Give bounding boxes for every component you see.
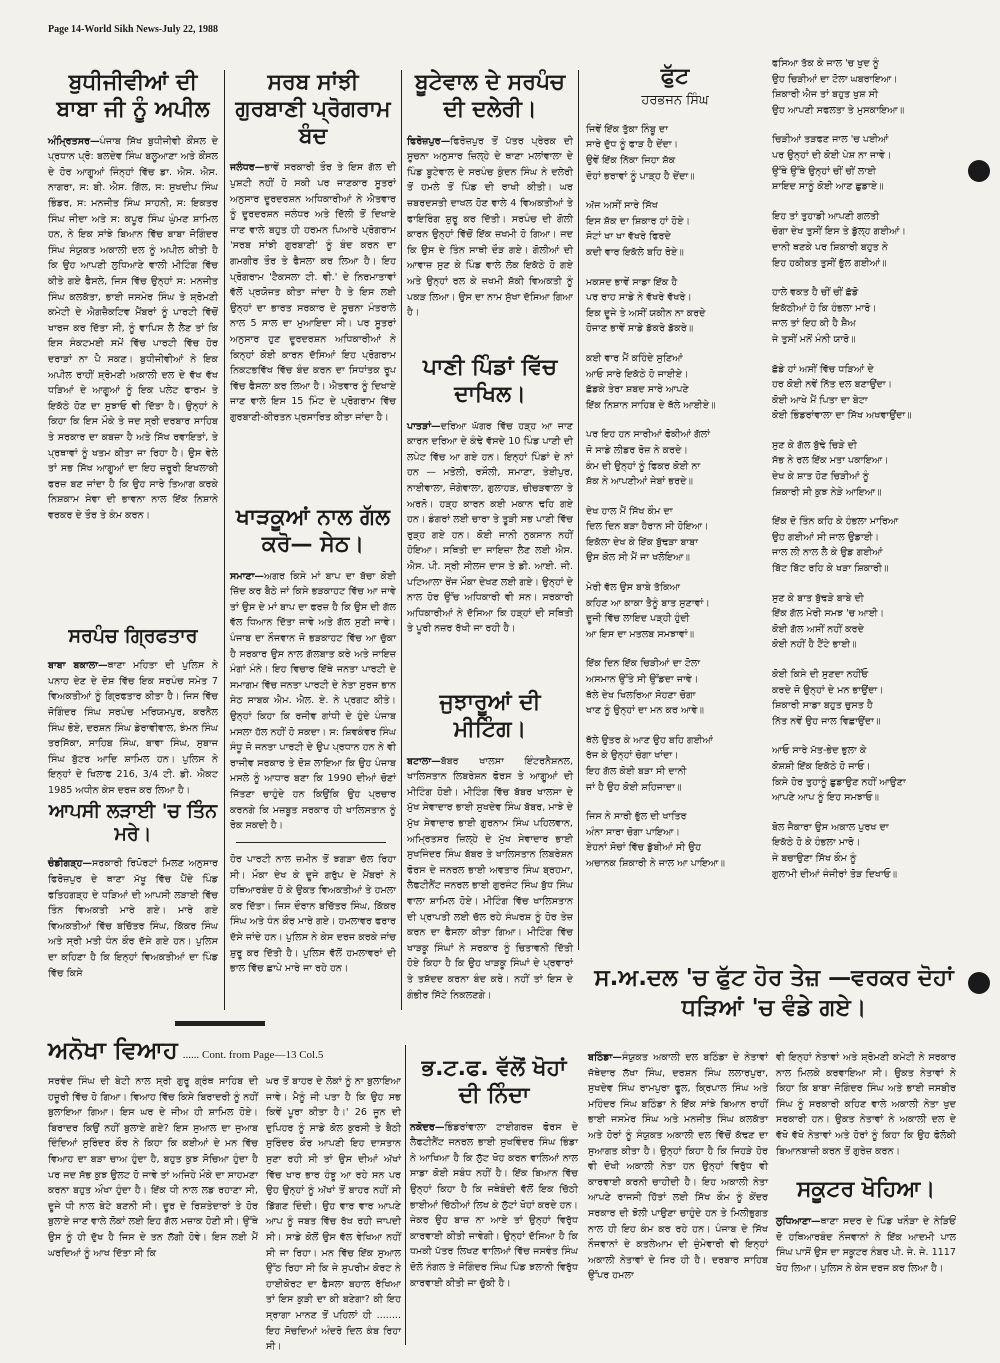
marriage-column-right — [266, 1074, 401, 1361]
poem-stanza: ਇਹ ਤਾਂ ਤੁਹਾਡੀ ਆਪਣੀ ਗਲਤੀ ਚੋਗਾ ਦੇਖ ਤੁਸੀਂ ਇਸ ਤੇ ਡੁੱਲ੍ਹ ਗਈਆਂ। ਦਾਨੀ ਥਣਕੇ ਪਰ ਸ਼ਿਕਾਰੀ ਬਹੁਤ ਨੇ ਇਹ ਹਕੀਕਤ ਤੁਸੀਂ ਭੁੱਲ ਗਈਆਂ॥ — [772, 210, 907, 269]
btf-body — [410, 1120, 578, 1292]
thick-rule — [175, 1021, 265, 1026]
butewal-headline: ਬੂਟੇਵਾਲ ਦੇ ਸਰਪੰਚ ਦੀ ਦਲੇਰੀ। — [415, 70, 565, 122]
akali-column-right — [776, 1050, 956, 1282]
scooter-text: ਥਾਣਾ ਸਦਰ ਦੇ ਪਿੰਡ ਖਨੌੜਾ ਦੇ ਨੇੜਿਓਂ ਦੋ ਹਥਿਆਰਬੰਦ ਨੌਜਵਾਨਾਂ ਨੇ ਇੱਕ ਆਦਮੀ ਪਾਲ ਸਿੰਘ ਪਾਸੋਂ ਉਸ ਦਾ ਸਕੂਟਰ ਨੰਬਰ ਪੀ. ਜੇ. ਜੇ. 1117 ਖੋਹ ਲਿਆ। ਪੁਲਿਸ ਨੇ ਕੇਸ ਦਰਜ ਕਰ ਲਿਆ ਹੈ। — [776, 1215, 956, 1274]
marriage-body-left: ਸਰਵੰਦ ਸਿੰਘ ਦੀ ਬੇਟੀ ਨਾਲ ਸ੍ਰੀ ਗੁਰੂ ਗ੍ਰੰਥ ਸਾਹਿਬ ਦੀ ਹਜ਼ੂਰੀ ਵਿੱਚ ਹੋ ਗਿਆ। ਵਿਆਹ ਵਿੱਚ ਕਿਸੇ ਬਿਰਾਦਰੀ ਨੂੰ ਨਹੀਂ ਬੁਲਾਇਆ ਗਿਆ। ਇਸ ਘਰ ਦੇ ਜੀਅ ਹੀ ਸ਼ਾਮਿਲ ਹੋਏ। ਬਿਰਾਦਰ ਕਿਉਂ ਨਹੀਂ ਬੁਲਾਏ ਗਏ? ਇਸ ਸੁਆਲ ਦਾ ਜੁਆਬ ਦਿੰਦਿਆਂ ਸੁਰਿੰਦਰ ਕੌਰ ਨੇ ਕਿਹਾ ਕਿ ਕਈਆਂ ਦੇ ਮਨ ਵਿੱਚ ਵਿਆਹ ਦਾ ਬੜਾ ਚਾਅ ਹੁੰਦਾ ਹੈ, ਬਹੁਤ ਕੁਝ ਸੋਚਿਆ ਹੁੰਦਾ ਹੈ ਪਰ ਜਦ ਸੱਭ ਕੁਝ ਉਲਟ ਹੋ ਜਾਵੇ ਤਾਂ ਅਜਿਹੇ ਮੌਕੇ ਦਾ ਸਾਹਮਣਾ ਕਰਨਾ ਬਹੁਤ ਔਖਾ ਹੁੰਦਾ ਹੈ। ਇੱਕ ਧੀ ਨਾਲ ਲਡ ਰਹਾਣਾ ਸੀ, ਦੂਜੇ ਧੀ ਨਾਲ ਬੇਟੇ ਬਣਨੀ ਸੀ। ਦੂਰ ਦੇ ਰਿਸ਼ਤੇਦਾਰਾਂ ਤੇ ਹੋਰ ਬੁਲਾਏ ਜਾਣ ਵਾਲੇ ਲੋਕਾਂ ਲਈ ਇਹ ਗੱਲ ਮਜ਼ਾਕ ਹੋਣੀ ਸੀ। ਉੱਥੇ ਉਸ ਨੂੰ ਹੀ ਦੁੱਖ ਹੈ ਜਿਸ ਦੇ ਤਨ ਲੱਗੀ ਹੋਵੇ। ਇਸ ਲਈ ਮੈਂ ਘਰਦਿਆਂ ਨੂੰ ਆਖ ਦਿੱਤਾ ਸੀ ਕਿ — [48, 1076, 258, 1259]
poem-stanza: ਮਕਸਦ ਭਾਵੇਂ ਸਾਡਾ ਇੱਕ ਹੈ ਪਰ ਰਾਹ ਸਾਡੇ ਨੇ ਵੱਖਰੇ ਵੱਖਰੇ। ਇਕ ਦੂਜੇ ਤੇ ਅਸੀਂ ਯਕੀਨ ਨਾ ਕਰਦੇ ਹੋਜਾਣ ਭਾਵੇਂ ਸਾਡੇ ਡੱਕਰੇ ਡੱਕਰੇ॥ — [586, 276, 706, 335]
gurbani-dateline: ਜਲੰਧਰ— — [230, 162, 265, 174]
butewal-dateline: ਫਿਰੋਜ਼ਪੁਰ— — [407, 135, 451, 147]
poem-stanzas-left — [586, 122, 764, 872]
appeal-dateline: ਅੰਮ੍ਰਿਤਸਰ— — [48, 135, 100, 147]
arrest-text: ਥਾਣਾ ਮਹਿਤਾ ਦੀ ਪੁਲਿਸ ਨੇ ਪਨਾਹ ਦੇਣ ਦੇ ਦੋਸ਼ ਵਿੱਚ ਇਕ ਸਰਪੰਚ ਸਮੇਤ 7 ਵਿਅਕਤੀਆਂ ਨੂੰ ਗ੍ਰਿਫਤਾਰ ਕੀਤਾ ਹੈ। ਜਿਸ ਵਿੱਚ ਜੋਗਿੰਦਰ ਸਿੰਘ ਸਰਪੰਚ ਮਰਿਯਮਪੁਰ, ਕਰਨੈਲ ਸਿੰਘ ਭੋਏ, ਦਰਸ਼ਨ ਸਿੰਘ ਡੇਰਾਵੀਵਾਲ, ਝੰਮਨ ਸਿੰਘ ਤਰਸਿੱਕਾ, ਸਾਹਿਬ ਸਿੰਘ, ਬਾਵਾ ਸਿੰਘ, ਸੁਬਾਜ ਸਿੰਘ ਬੁੱਟਰ ਆਦਿ ਸ਼ਾਮਿਲ ਹਨ। ਪੁਲਿਸ ਨੇ ਇਨ੍ਹਾਂ ਦੇ ਖਿਲਾਫ 216, 3/4 ਟੀ. ਡੀ. ਐਕਟ 1985 ਅਧੀਨ ਕੇਸ ਦਰਜ ਕਰ ਲਿਆ ਹੈ। — [48, 660, 218, 796]
gurbani-headline: ਸਰਬ ਸਾਂਝੀ ਗੁਰਬਾਣੀ ਪ੍ਰੋਗਰਾਮ ਬੰਦ — [235, 70, 391, 149]
water-body — [407, 419, 573, 637]
poem-stanza: ਇੱਕ ਦਿਨ ਇੱਕ ਚਿੜੀਆਂ ਦਾ ਟੋਲਾ ਅਸਮਾਨ ਉੱਤੇ ਸੀ ਉੱਡਦਾ ਜਾਵੇ। ਥੱਲੇ ਦੇਖ ਖਿਲਰਿਆ ਸੋਹਣਾ ਚੋਗਾ ਖਾਣ ਨੂੰ ਉਨ੍ਹਾਂ ਦਾ ਮਨ ਕਰ ਆਵੇ॥ — [586, 658, 704, 717]
appeal-body — [48, 134, 218, 524]
clash-body — [48, 856, 218, 981]
poem-stanza: ਹਾਲੇ ਵਕਤ ਹੈ ਚੀਂ ਚੀਂ ਛੱਡੋ ਇਕੱਠੀਆਂ ਹੋ ਕਿ ਹੰਭਲਾ ਮਾਰੋ। ਜਾਲ ਤਾਂ ਇਹ ਕੀ ਹੈ ਸ਼ੈਅ ਜੇ ਤੁਸੀਂ ਮਨੋਂ ਮੰਨੀ ਯਾਰੋ॥ — [772, 287, 877, 345]
poem-stanza: ਅੱਜ ਅਸੀਂ ਸਾਰੇ ਸਿੱਖ ਇਸ ਸ਼ੱਕ ਦਾ ਸ਼ਿਕਾਰ ਹਾਂ ਹੋਏ। ਸੋਟਾਂ ਖਾ ਖਾ ਵੱਖਰੇ ਫਿਰਦੇ ਕਦੀ ਵਾਰ ਇਕੱਲੇ ਬਹਿ ਰੋਏ॥ — [586, 200, 691, 258]
poem-stanza: ਕਈ ਵਾਰ ਮੈਂ ਕਹਿੰਦੇ ਸੁਣਿਆਂ ਆਓ ਸਾਰੇ ਇਕੱਠੇ ਹੋ ਜਾਈਏ। ਛੱਡਕੇ ਤੇਰਾ ਸ਼ਬਦ ਸਾਰੇ ਆਪਣੇ ਇੱਕ ਨਿਸ਼ਾਨ ਸਾਹਿਬ ਦੇ ਥੱਲੇ ਆਈਏ॥ — [586, 352, 716, 411]
meeting-body — [407, 754, 573, 1004]
poem-stanza: ਛੱਡੇ ਹਾਂ ਅਸੀਂ ਵਿੱਚ ਧੜਿਆਂ ਦੇ ਹਰ ਕੋਈ ਨਵੇਂ ਨਿੱਤ ਦਲ ਬਣਾਉਂਦਾ। ਕੋਈ ਆਖੇ ਮੈਂ ਪਿਤਾ ਦਾ ਬੇਟਾ ਕੋਈ ਭਿੰਡਰਾਂਵਾਲਾ ਦਾ ਸਿੱਖ ਅਖਵਾਉਂਦਾ॥ — [772, 363, 912, 422]
poem-stanza: ਬੋਲ ਜੈਕਾਰਾ ਉਸ ਅਕਾਲ ਪੁਰਖ ਦਾ ਇਕੱਠੇ ਹੋ ਕੇ ਹੰਭਲਾ ਮਾਰੋ। ਜੇ ਬਚਾਉਣਾ ਸਿੱਖ ਕੌਮ ਨੂੰ ਗੁਲਾਮੀ ਦੀਆਂ ਜੰਜੀਰਾਂ ਤੋੜ ਦਿਖਾਓ॥ — [772, 821, 898, 880]
militants-dateline: ਸਮਾਣਾ— — [230, 570, 265, 582]
poem-title: ਫੁੱਟ — [660, 64, 690, 89]
section-rule — [236, 842, 386, 843]
gurbani-text: ਭਾਵੇਂ ਸਰਕਾਰੀ ਤੌਰ ਤੇ ਇਸ ਗੱਲ ਦੀ ਪੁਸ਼ਟੀ ਨਹੀਂ ਹੋ ਸਕੀ ਪਰ ਜਾਣਕਾਰ ਸੂਤਰਾਂ ਅਨੁਸਾਰ ਦੂਰਦਰਸ਼ਨ ਅਧਿਕਾਰੀਆਂ ਨੇ ਐਤਵਾਰ ਨੂੰ ਦੂਰਦਰਸ਼ਨ ਜਲੰਧਰ ਅਤੇ ਦਿੱਲੀ ਤੋਂ ਦਿਖਾਏ ਜਾਣ ਵਾਲੇ ਬਹੁਤ ਹੀ ਹਰਮਨ ਪਿਆਰੇ ਪ੍ਰੋਗਰਾਮ 'ਸਰਬ ਸਾਂਝੀ ਗੁਰਬਾਣੀ' ਨੂੰ ਬੰਦ ਕਰਨ ਦਾ ਗਮਗੀਰ ਤੌਰ ਤੇ ਫੈਸਲਾ ਕਰ ਲਿਆ ਹੈ। ਇਹ ਪ੍ਰੋਗਰਾਮ 'ਟੈਕਸਲਾ ਟੀ. ਵੀ.' ਦੇ ਨਿਰਮਾਤਾਵਾਂ ਵੱਲੋਂ ਪ੍ਰਯੋਜਤ ਕੀਤਾ ਜਾਂਦਾ ਹੈ ਤੇ ਇਸ ਲਈ ਉਨ੍ਹਾਂ ਦਾ ਭਾਰਤ ਸਰਕਾਰ ਦੇ ਸੂਚਨਾ ਮੰਤਰਾਲੇ ਨਾਲ 5 ਸਾਲ ਦਾ ਮੁਆਇਦਾ ਸੀ। ਪਰ ਸੂਤਰਾਂ ਅਨੁਸਾਰ ਹੁਣ ਦੂਰਦਰਸ਼ਨ ਅਧਿਕਾਰੀਆਂ ਨੇ ਕਿਨ੍ਹਾਂ ਕੋਈ ਕਾਰਨ ਦੱਸਿਆਂ ਇਹ ਪ੍ਰੋਗਰਾਮ ਨਿਕਟਭਵਿੱਖ ਵਿੱਚ ਬੰਦ ਕਰਨ ਦਾ ਸਿਧਾਂਤਕ ਰੂਪ ਵਿੱਚ ਫੈਸਲਾ ਕਰ ਲਿਆ ਹੈ। ਐਤਵਾਰ ਨੂੰ ਦਿਖਾਏ ਜਾਣ ਵਾਲੇ ਇਸ 15 ਮਿੰਟ ਦੇ ਪ੍ਰੋਗਰਾਮ ਵਿੱਚ ਗੁਰਬਾਣੀ-ਕੀਰਤਨ ਪ੍ਰਸਾਰਿਤ ਕੀਤਾ ਜਾਂਦਾ ਹੈ। — [230, 162, 396, 423]
column-2 — [230, 70, 396, 432]
poem-stanza: ਫਸਿਆ ਤੱਕ ਕੇ ਜਾਲ 'ਚ ਖੁਦ ਨੂੰ ਉਹ ਚਿੜੀਆਂ ਦਾ ਟੋਲਾ ਘਬਰਾਇਆ। ਸ਼ਿਕਾਰੀ ਐਜ ਤਾਂ ਬਹੁਤ ਖੁਸ਼ ਸੀ ਉਹ ਆਪਣੀ ਸਫਲਤਾ ਤੇ ਮੁਸਕਾਇਆ॥ — [772, 58, 905, 116]
clash-dateline: ਚੰਡੀਗੜ੍ਹ— — [48, 858, 93, 870]
column-1 — [48, 70, 218, 530]
akali-body-right: ਵੀ ਇਨ੍ਹਾਂ ਨੇਤਾਵਾਂ ਅਤੇ ਸ਼੍ਰੋਮਣੀ ਕਮੇਟੀ ਨੇ ਸਰਕਾਰ ਨਾਲ ਮਿਲਕੇ ਕਰਵਾਇਆ ਸੀ। ਉਕਤ ਨੇਤਾਵਾਂ ਨੇ ਕਿਹਾ ਕਿ ਬਾਬਾ ਜੋਗਿੰਦਰ ਸਿੰਘ ਅਤੇ ਭਾਈ ਜਸਬੀਰ ਸਿੰਘ ਨੂੰ ਸਰਕਾਰੀ ਕਹਿਣ ਵਾਲੇ ਅਕਾਲੀ ਨੇਤਾ ਖੁਦ ਸਰਕਾਰੀ ਹਨ। ਉਕਤ ਨੇਤਾਵਾਂ ਨੇ ਅਕਾਲੀ ਦਲ ਦੇ ਵੱਖੋ ਵੱਖੋ ਨੇਤਾਵਾਂ ਅਤੇ ਹੋਰਾਂ ਨੂੰ ਕਿਹਾ ਕਿ ਉਹ ਫੋਲੋਕੀ ਬਿਆਨਬਾਜ਼ੀ ਕਰਨ ਤੋਂ ਗੁਰੇਜ਼ ਕਰਨ। — [776, 1052, 956, 1157]
poem-stanzas-right — [772, 56, 952, 882]
gurbani-body — [230, 160, 396, 425]
btf-headline: ਭ.ਟ.ਫ. ਵੱਲੋਂ ਖੋਹਾਂ ਦੀ ਨਿੰਦਾ — [421, 1056, 567, 1108]
meeting-text: ਬੱਬਰ ਖਾਲਸਾ ਇੰਟਰਨੈਸ਼ਨਲ, ਖਾਲਿਸਤਾਨ ਲਿਬਰੇਸ਼ਨ ਫੋਰਸ ਤੇ ਆਗੂਆਂ ਦੀ ਮੀਟਿੰਗ ਹੋਈ। ਮੀਟਿੰਗ ਵਿੱਚ ਬੱਬਰ ਖਾਲਸਾ ਦੇ ਮੁੱਖ ਸੇਵਾਦਾਰ ਭਾਈ ਸੁਖਦੇਵ ਸਿੰਘ ਬੱਬਰ, ਮਾਝੇ ਦੇ ਮੁੱਖ ਸੇਵਾਦਾਰ ਭਾਈ ਗੁਰਨਾਮ ਸਿੰਘ ਪਹਿਲਵਾਨ, ਅਮ੍ਰਿਤਸਰ ਜ਼ਿਲ੍ਹੇ ਦੇ ਮੁੱਖ ਸੇਵਾਦਾਰ ਭਾਈ ਸੁਖਜਿੰਦਰ ਸਿੰਘ ਬੱਬਰ ਤੇ ਖਾਲਿਸਤਾਨ ਲਿਬਰੇਸ਼ਨ ਫੋਰਸ ਦੇ ਜਨਰਲ ਭਾਈ ਅਵਤਾਰ ਸਿੰਘ ਬ੍ਰਹਮਾ, ਲੈਫਟੀਨੈਂਟ ਜਨਰਲ ਭਾਈ ਗੁਰਜੰਟ ਸਿੰਘ ਬੁੱਧ ਸਿੰਘ ਵਾਲਾ ਸ਼ਾਮਿਲ ਹੋਏ। ਮੀਟਿੰਗ ਵਿੱਚ ਖਾਲਿਸਤਾਨ ਦੀ ਪ੍ਰਾਪਤੀ ਲਈ ਚੱਲ ਰਹੇ ਸੰਘਰਸ਼ ਨੂੰ ਹੋਰ ਤੇਜ਼ ਕਰਨ ਦਾ ਫੈਸਲਾ ਕੀਤਾ ਗਿਆ। ਮੀਟਿੰਗ ਵਿੱਚ ਖਾੜਕੂ ਸਿੰਘਾਂ ਨੇ ਸਰਕਾਰ ਨੂੰ ਚਿਤਾਵਨੀ ਦਿੱਤੀ ਹੋਏ ਕਿਹਾ ਹੈ ਕਿ ਉਹ ਖਾੜਕੂ ਸਿੰਘਾਂ ਦੇ ਪ੍ਰਵਾਰਾਂ ਤੇ ਤਸ਼ੱਦਦ ਕਰਨਾ ਬੰਦ ਕਰੇ। ਨਹੀਂ ਤਾਂ ਇਸ ਦੇ ਗੰਭੀਰ ਸਿੱਟੇ ਨਿਕਲਣਗੇ। — [407, 755, 573, 1001]
scooter-headline: ਸਕੂਟਰ ਖੋਹਿਆ। — [796, 1177, 936, 1203]
running-head: Page 14-World Sikh News-July 22, 1988 — [48, 24, 219, 35]
meeting-dateline: ਬਟਾਲਾ— — [407, 755, 441, 767]
btf-dateline: ਨਕੋਦਰ— — [410, 1121, 445, 1133]
poem-stanza: ਜਿਵੇਂ ਇੱਕ ਤੁੱਕਾ ਨਿੰਬੂ ਦਾ ਸਾਰੇ ਦੁੱਧ ਨੂੰ ਫਾੜ ਹੈ ਦੇਂਦਾ। ਉਵੇਂ ਇੱਕ ਨਿੱਕਾ ਜਿਹਾ ਸ਼ੱਕ ਦੋਹਾਂ ਭਰਾਵਾਂ ਨੂੰ ਪਾੜ੍ਹ ਹੈ ਦੇਂਦਾ॥ — [586, 123, 695, 182]
clash-headline: ਆਪਸੀ ਲੜਾਈ 'ਚ ਤਿੰਨ ਮਰੇ। — [48, 800, 218, 846]
binder-hole — [968, 972, 990, 994]
arrest-dateline: ਬਾਬਾ ਬਕਾਲਾ— — [48, 660, 108, 672]
poem-stanza: ਦੇਖ ਹਾਲ ਮੈਂ ਸਿੱਖ ਕੌਮ ਦਾ ਦਿਲ ਦਿਨ ਬੜਾ ਹੈਰਾਨ ਸੀ ਹੋਇਆ। ਇਕੱਲਾ ਦੇਖ ਕੇ ਇੱਕ ਬੁੱਢੜਾ ਬਾਬਾ ਉਸ ਕੋਲ ਸੀ ਮੈਂ ਜਾ ਖਲੋਇਆ॥ — [586, 505, 709, 564]
scooter-dateline: ਲੁਧਿਆਣਾ— — [776, 1215, 821, 1227]
marriage-column-left — [48, 1074, 258, 1267]
poem-column-left — [586, 64, 764, 886]
column-rule — [401, 70, 402, 1010]
poem-stanza: ਥੱਲੇ ਉਤਰ ਕੇ ਆਣ ਉਹ ਬਹਿ ਗਈਆਂ ਰੱਜ ਕੇ ਉਨ੍ਹਾਂ ਚੋਗਾ ਖਾਂਦਾ। ਇਹ ਗੱਲ ਕੋਈ ਬੜਾ ਸੀ ਦਾਨੀ ਜਾਂ ਹੈ ਉਹ ਕੋਈ ਸ਼ਹਿਜਾਦਾ॥ — [586, 734, 713, 793]
column-3-water — [407, 355, 573, 643]
appeal-text: ਪੰਜਾਬ ਸਿੱਖ ਬੁਧੀਜੀਵੀ ਕੌਂਸਲ ਦੇ ਪ੍ਰਧਾਨ ਪ੍ਰੋ: ਬਲਦੇਵ ਸਿੰਘ ਬਲੂਆਣਾ ਅਤੇ ਕੌਂਸਲ ਦੇ ਹੋਰ ਆਗੂਆਂ ਜਿੰਨ੍ਹਾਂ ਵਿੱਚ ਡਾ. ਐਸ. ਐਸ. ਨਾਗਰਾ, ਸ: ਬੀ. ਐਸ. ਗਿੱਲ, ਸ: ਸੁਖਦੀਪ ਸਿੰਘ ਭਿੰਡਰ, ਸ: ਮਨਜੀਤ ਸਿੰਘ ਸਾਹਨੀ, ਸ: ਇਕਤਰ ਸਿੰਘ ਜੀਦਾ ਅਤੇ ਸ: ਕਪੂਰ ਸਿੰਘ ਘੁੰਮਣ ਸ਼ਾਮਿਲ ਹਨ, ਨੇ ਇਕ ਸਾਂਝੇ ਬਿਆਨ ਵਿੱਚ ਬਾਬਾ ਜੋਗਿੰਦਰ ਸਿੰਘ ਸੰਯੁਕਤ ਅਕਾਲੀ ਦਲ ਨੂੰ ਅਪੀਲ ਕੀਤੀ ਹੈ ਕਿ ਉਹ ਆਪਣੀ ਲੁਧਿਆਣੇ ਵਾਲੀ ਮੀਟਿੰਗ ਵਿੱਚ ਕੀਤੇ ਗਏ ਫੈਸਲੇ, ਜਿਸ ਵਿੱਚ ਉਨ੍ਹਾਂ ਸ: ਮਨਜੀਤ ਸਿੰਘ ਕਲਕੱਤਾ, ਭਾਈ ਜਸਮੇਰ ਸਿੰਘ ਤੇ ਸ਼੍ਰੋਮਣੀ ਕਮੇਟੀ ਦੇ ਐਗਜ਼ੈਕਟਿਵ ਮੈਂਬਰਾਂ ਨੂੰ ਪਾਰਟੀ ਵਿੱਚੋਂ ਖਾਰਜ ਕਰ ਦਿੱਤਾ ਸੀ, ਨੂੰ ਵਾਪਿਸ ਲੈ ਲੈਣ ਤਾਂ ਕਿ ਇਸ ਸੰਕਟਮਈ ਸਮੇਂ ਵਿੱਚ ਪਾਰਟੀ ਵਿੱਚ ਹੋਰ ਦਰਾੜਾਂ ਨਾ ਪੈ ਸਕਣ। ਬੁਧੀਜੀਵੀਆਂ ਨੇ ਇਕ ਅਪੀਲ ਰਾਹੀਂ ਸ਼੍ਰੋਮਣੀ ਅਕਾਲੀ ਦਲ ਦੇ ਵੱਖ ਵੱਖ ਧੜਿਆਂ ਦੇ ਆਗੂਆਂ ਨੂੰ ਇਕ ਪਲੇਟ ਫਾਰਮ ਤੇ ਇਕੱਠੇ ਹੋਣ ਦਾ ਸੁਝਾਓ ਵੀ ਦਿੱਤਾ ਹੈ। ਉਨ੍ਹਾਂ ਨੇ ਕਿਹਾ ਕਿ ਇਸ ਮੌਕੇ ਤੇ ਜਦ ਸ੍ਰੀ ਦਰਬਾਰ ਸਾਹਿਬ ਤੇ ਸਰਕਾਰ ਦਾ ਕਬਜ਼ਾ ਹੈ ਅਤੇ ਸਿੱਖ ਰਵਾਇਤਾਂ, ਤੇ ਪ੍ਰਥਾਵਾਂ ਨੂੰ ਖਤਮ ਕੀਤਾ ਜਾ ਰਿਹਾ ਹੈ। ਉਸ ਵੇਲੇ ਤਾਂ ਸਭ ਸਿੱਖ ਆਗੂਆਂ ਦਾ ਇਹ ਜ਼ਰੂਰੀ ਇਖਲਾਕੀ ਫਰਜ਼ ਬਣ ਜਾਂਦਾ ਹੈ ਕਿ ਉਹ ਸਾਰੇ ਤਿਆਗ ਕਰਕੇ ਨਿਸ਼ਕਾਮ ਸੇਵਾ ਦੀ ਭਾਵਨਾ ਨਾਲ ਇੱਕ ਨਿਸ਼ਾਨੇ ਵਰਕਰ ਦੇ ਤੌਰ ਤੇ ਕੰਮ ਕਰਨ। — [48, 135, 218, 521]
clash-cont-body: ਹੋਰ ਪਾਰਟੀ ਨਾਲ ਜ਼ਮੀਨ ਤੋਂ ਝਗੜਾ ਚੱਲ ਰਿਹਾ ਸੀ। ਮੌਕਾ ਦੇਖ ਕੇ ਦੂਜੇ ਗਰੁੱਪ ਦੇ ਮੈਂਬਰਾਂ ਨੇ ਹਥਿਆਰਬੰਦ ਹੋ ਕੇ ਉਕਤ ਵਿਅਕਤੀਆਂ ਤੇ ਹਮਲਾ ਕਰ ਦਿੱਤਾ। ਜਿਸ ਦੌਰਾਨ ਬਚਿੱਤਰ ਸਿੰਘ, ਕਿੱਕਰ ਸਿੰਘ ਅਤੇ ਧੰਨ ਕੌਰ ਮਾਰੇ ਗਏ। ਹਮਲਾਵਰ ਫਰਾਰ ਦੱਸੇ ਜਾਂਦੇ ਹਨ। ਪੁਲਿਸ ਨੇ ਕੇਸ ਦਰਜ ਕਰਕੇ ਜਾਂਚ ਸ਼ੁਰੂ ਕਰ ਦਿੱਤੀ ਹੈ। ਪੁਲਿਸ ਵੱਲੋਂ ਹਮਲਾਵਰਾਂ ਦੀ ਭਾਲ ਵਿੱਚ ਛਾਪੇ ਮਾਰੇ ਜਾ ਰਹੇ ਹਨ। — [230, 854, 396, 975]
arrest-headline: ਸਰਪੰਚ ਗ੍ਰਿਫਤਾਰ — [68, 625, 198, 647]
column-rule — [578, 70, 579, 950]
marriage-continued: ...... Cont. from Page—13 Col.5 — [182, 1049, 324, 1061]
marriage-body-right: ਘਰ ਤੋਂ ਬਾਹਰ ਦੇ ਲੋਕਾਂ ਨੂੰ ਨਾ ਬੁਲਾਇਆ ਜਾਵੇ। ਮੈਨੂੰ ਜੀ ਪਤਾ ਹੈ ਕਿ ਉਹ ਸਭ ਕਿਵੇਂ ਪੂਰਾ ਕੀਤਾ ਹੈ।' 26 ਜੂਨ ਦੀ ਦੁਪਿਹਰ ਨੂੰ ਸਾਡੇ ਕੋਲ ਕੁਰਸੀ ਤੇ ਬੈਠੀ ਸੁਰਿੰਦਰ ਕੌਰ ਆਪਣੀ ਇਹ ਦਾਸਤਾਨ ਸੁਣਾ ਰਹੀ ਸੀ ਤਾਂ ਉਸ ਦੀਆਂ ਅੱਖਾਂ ਵਿੱਚ ਖਾਰ ਭਾਰ ਹੰਝੂ ਆ ਰਹੇ ਸਨ ਪਰ ਉਹ ਉਨ੍ਹਾਂ ਨੂੰ ਅੱਖਾਂ ਤੋਂ ਬਾਹਰ ਨਹੀਂ ਸੀ ਡਿੱਗਣ ਦਿੰਦੀ। ਉਹ ਵਾਰ ਵਾਰ ਆਪਣੇ ਆਪ ਨੂੰ ਜਬਤ ਵਿੱਚ ਰੱਖ ਰਹੀ ਜਾਪਦੀ ਸੀ। ਸਾਡੇ ਕੋਲੋਂ ਉਸ ਵੱਲ ਵੇਖਿਆ ਨਹੀਂ ਸੀ ਜਾ ਰਿਹਾ। ਮਨ ਵਿੱਚ ਇੱਕ ਸੁਆਲ ਉੱਠ ਰਿਹਾ ਸੀ ਕਿ ਜੇ ਸੁਪਰੀਮ ਕੋਰਟ ਨੇ ਹਾਈਕੋਰਟ ਦਾ ਫੈਸਲਾ ਬਹਾਲ ਰੱਖਿਆ ਤਾਂ ਇਸ ਕੁੜੀ ਦਾ ਕੀ ਬਣੇਗਾ? ਕੀ ਇਹ ਸ੍ਰਾਗਾ ਮਾਨਣ ਤੋਂ ਪਹਿਲਾਂ ਹੀ ........ ਇਹ ਸੋਚਦਿਆਂ ਅੰਦਰੋ ਦਿਲ ਕੰਬ ਰਿਹਾ ਸੀ। — [266, 1076, 401, 1353]
poem-stanza: ਮੇਰੀ ਵੱਲ ਉਸ ਬਾਬੇ ਤੱਕਿਆ ਕਹਿਣ ਆ ਕਾਕਾ ਤੈਨੂੰ ਬਾਤ ਸੁਣਾਵਾਂ। ਦੂਜੀ ਵਿੱਚ ਲਾਇਦ ਪੜ੍ਹੀ ਹੁੰਦੀ ਆ ਇਸ ਦਾ ਮਤਲਬ ਸਮਝਾਵਾਂ॥ — [586, 582, 710, 640]
poem-column-right — [772, 56, 952, 896]
poem-stanza: ਜਿਸ ਨੇ ਸਾਰੀ ਭੁੱਲ ਦੀ ਖਾਤਿਰ ਅੰਨਾ ਸਾਰਾ ਚੋਗਾ ਪਾਇਆ। ਏਹਨਾਂ ਸੋਚਾਂ ਵਿੱਚ ਡੁੱਬੀਆਂ ਸੀ ਉਹ ਅਚਾਨਕ ਸ਼ਿਕਾਰੀ ਨੇ ਜਾਲ ਆ ਪਾਇਆ॥ — [586, 811, 725, 869]
akali-headline: ਸ.ਅ.ਦਲ 'ਚ ਫੁੱਟ ਹੋਰ ਤੇਜ਼ —ਵਰਕਰ ਦੋਹਾਂ ਧੜਿਆਂ 'ਚ ਵੰਡੇ ਗਏ। — [594, 965, 954, 1021]
poem-stanza: ਸੁਣ ਕੇ ਗੱਲ ਬੁੱਢੇ ਚਿੜੇ ਦੀ ਸੱਭ ਨੇ ਰਲ ਇੱਕ ਮਤਾ ਪਕਾਇਆ। ਦੇਖ ਕੇ ਸ਼ਾਤ ਹੋਣ ਚਿੜੀਆਂ ਨੂੰ ਸ਼ਿਕਾਰੀ ਸੀ ਕੁਝ ਨੇੜੇ ਆਇਆ॥ — [772, 439, 889, 498]
akali-dateline: ਬਠਿੰਡਾ— — [588, 1052, 622, 1063]
militants-body — [230, 569, 396, 834]
column-3-meeting — [407, 690, 573, 1009]
poem-stanza: ਇੱਕ ਦੋ ਤਿੰਨ ਕਹਿ ਕੇ ਹੰਭਲਾ ਮਾਰਿਆ ਉਹ ਗਈਆਂ ਸੀ ਜਾਲ ਉਡਾਈ। ਜਾਲ ਲੀ ਨਾਲ ਲੈ ਕੇ ਉਡ ਗਈਆਂ ਬਿੱਟ ਬਿੱਟ ਰਹਿ ਕੇ ਖੜਾ ਸ਼ਿਕਾਰੀ॥ — [772, 516, 899, 575]
marriage-headline: ਅਨੋਖਾ ਵਿਆਹ — [48, 1036, 178, 1064]
arrest-body — [48, 658, 218, 798]
water-dateline: ਪਾਤੜਾਂ— — [407, 420, 441, 432]
column-2-middle — [230, 505, 396, 840]
poem-stanza: ਆਓ ਸਾਰੇ ਮੱਤ-ਭੇਦ ਭੁਲਾ ਕੇ ਕੋਸ਼ਸ਼ੀ ਇੱਕ ਇਕੱਠੇ ਹੋ ਜਾਓ। ਕਿਸੇ ਹੋਰ ਤੁਹਾਨੂੰ ਛੁਡਾਉਣ ਨਹੀਂ ਆਉਣਾ ਆਪਣੇ ਆਪ ਨੂੰ ਇਹ ਸਮਝਾਓ॥ — [772, 745, 906, 804]
btf-text: ਭਿੰਡਰਾਂਵਾਲਾ ਟਾਈਗਰਜ਼ ਫੋਰਸ ਦੇ ਲੈਫਟੀਨੈਂਟ ਜਨਰਲ ਭਾਈ ਸੁਖਵਿੰਦਰ ਸਿੰਘ ਭਿੰਡਾ ਨੇ ਆਖਿਆ ਹੈ ਕਿ ਲੁੱਟ ਖੋਹ ਕਰਨ ਵਾਲਿਆਂ ਨਾਲ ਸਾਡਾ ਕੋਈ ਸਬੰਧ ਨਹੀਂ ਹੈ। ਇੱਕ ਬਿਆਨ ਵਿੱਚ ਉਨ੍ਹਾਂ ਕਿਹਾ ਹੈ ਕਿ ਜਥੇਬੰਦੀ ਵੱਲੋਂ ਇਕ ਚਿੱਠੀ ਭਾਈਆਂ ਚਿੱਠੀਆਂ ਲਿਖ ਕੇ ਲੁੱਟਾਂ ਖੋਹਾਂ ਕਰਦੇ ਹਨ। ਜੇਕਰ ਉਹ ਬਾਜ਼ ਨਾ ਆਏ ਤਾਂ ਉਨ੍ਹਾਂ ਵਿਰੁੱਧ ਕਾਰਵਾਈ ਕੀਤੀ ਜਾਵੇਗੀ। ਉਨ੍ਹਾਂ ਦੱਸਿਆ ਹੈ ਕਿ ਧਮਕੀ ਪੱਤਰ ਲਿਖਣ ਵਾਲਿਆਂ ਵਿੱਚ ਜਸਵੰਤ ਸਿੰਘ ਦੋਲੋ ਨੰਗਲ ਤੇ ਜੋਗਿੰਦਰ ਸਿੰਘ ਪਿੰਡ ਝਲਾਨੀ ਵਿਰੁੱਧ ਕਾਰਵਾਈ ਕੀਤੀ ਜਾ ਚੁੱਕੀ ਹੈ। — [410, 1121, 578, 1289]
column-rule — [224, 70, 225, 1010]
poem-stanza: ਸੁਣ ਕੇ ਬਾਤ ਬੁੱਢੜੇ ਬਾਬੇ ਦੀ ਇੱਕ ਗੱਲ ਮੇਰੀ ਸਮਝ 'ਚ ਆਈ। ਕੋਈ ਗੱਲ ਅਸੀਂ ਨਹੀਂ ਕਰਦੇ ਕੋਈ ਨਹੀਂ ਹੈ ਟੈਂਟੇ ਭਾਈ॥ — [772, 592, 885, 651]
appeal-headline: ਬੁਧੀਜੀਵੀਆਂ ਦੀ ਬਾਬਾ ਜੀ ਨੂੰ ਅਪੀਲ — [56, 70, 210, 122]
poem-byline: ਹਰਭਜਨ ਸਿੰਘ — [641, 92, 709, 108]
akali-body-left — [588, 1050, 768, 1284]
militants-headline: ਖਾੜਕੂਆਂ ਨਾਲ ਗੱਲ ਕਰੋ— ਸੇਠ। — [235, 505, 391, 557]
poem-stanza: ਚਿੜੀਆਂ ਤੜਫਣ ਜਾਲ 'ਚ ਪਈਆਂ ਪਰ ਉਨ੍ਹਾਂ ਦੀ ਕੋਈ ਪੇਸ਼ ਨਾ ਜਾਵੇ। ਉੱਥੇ ਉੱਥੇ ਉਨ੍ਹਾਂ ਚੀਂ ਚੀਂ ਲਾਈ ਸ਼ਾਇਦ ਸਾਨੂੰ ਕੋਈ ਆਣ ਛੁਡਾਏ॥ — [772, 134, 892, 193]
butewal-text: ਫਿਰੋਜ਼ਪੁਰ ਤੋਂ ਪੱਤਰ ਪ੍ਰੇਰਕ ਦੀ ਸੂਚਨਾ ਅਨੁਸਾਰ ਜ਼ਿਲ੍ਹੇ ਦੇ ਥਾਣਾ ਮਲਾਂਵਾਲਾ ਦੇ ਪਿੰਡ ਬੂਟੇਵਾਲ ਦੇ ਸਰਪੰਚ ਕੁੰਦਨ ਸਿੰਘ ਨੇ ਦਲੇਰੀ ਤੋਂ ਹਮਲੇ ਤੋਂ ਪਿੰਡ ਦੀ ਰਾਖੀ ਕੀਤੀ। ਘਰ ਜ਼ਬਰਦਸਤੀ ਦਾਖਲ ਹੋਣ ਵਾਲੇ 4 ਵਿਅਕਤੀਆਂ ਤੇ ਫਾਇਰਿੰਗ ਸ਼ੁਰੂ ਕਰ ਦਿੱਤੀ। ਸਰਪੰਚ ਦੀ ਗੋਲੀ ਕਾਰਨ ਉਨ੍ਹਾਂ ਵਿੱਚੋਂ ਇੱਕ ਜ਼ਖਮੀ ਹੋ ਗਿਆ। ਜਦ ਕਿ ਉਸ ਦੇ ਤਿੰਨ ਸਾਥੀ ਦੌੜ ਗਏ। ਗੋਲੀਆਂ ਦੀ ਆਵਾਜ਼ ਸੁਣ ਕੇ ਪਿੰਡ ਵਾਲੇ ਲੋਕ ਇਕੱਠੇ ਹੋ ਗਏ ਅਤੇ ਉਨ੍ਹਾਂ ਰਲ ਕੇ ਜ਼ਖਮੀ ਸ਼ੱਕੀ ਵਿਅਕਤੀ ਨੂੰ ਪਕੜ ਲਿਆ। ਉਸ ਦਾ ਨਾਮ ਸੁੱਖਾ ਦੱਸਿਆ ਗਿਆ ਹੈ। — [407, 135, 573, 319]
column-2-bottom — [230, 852, 396, 983]
akali-column-left — [588, 1050, 768, 1290]
poem-stanza: ਪਰ ਇਹ ਹਨ ਸਾਰੀਆਂ ਫੋਕੀਆਂ ਗੱਲਾਂ ਜੋ ਸਾਡੇ ਲੀਡਰ ਰੋਜ਼ ਨੇ ਕਰਦੇ। ਕੰਮ ਦੀ ਉਨ੍ਹਾਂ ਨੂੰ ਫਿਕਰ ਕੋਈ ਨਾ ਸ਼ੱਕ ਨੇ ਆਪਣੀਆਂ ਜੇਬਾਂ ਭਰਦੇ॥ — [586, 429, 710, 488]
scooter-body — [776, 1214, 956, 1276]
btf-column — [410, 1056, 578, 1297]
butewal-body — [407, 134, 573, 321]
water-headline: ਪਾਣੀ ਪਿੰਡਾਂ ਵਿੱਚ ਦਾਖਿਲ। — [422, 355, 558, 407]
column-3 — [407, 70, 573, 327]
meeting-headline: ਜੁਝਾਰੂਆਂ ਦੀ ਮੀਟਿੰਗ। — [439, 690, 541, 742]
clash-text: ਸਰਕਾਰੀ ਰਿਪੋਰਟਾਂ ਮਿਲਣ ਅਨੁਸਾਰ ਫਿਰੋਜ਼ਪੁਰ ਦੇ ਥਾਣਾ ਮੱਖੂ ਵਿੱਚ ਪੈਂਦੇ ਪਿੰਡ ਫਤਿਹਗੜ੍ਹ ਦੇ ਧੜਿਆਂ ਦੀ ਆਪਸੀ ਲੜਾਈ ਵਿੱਚ ਤਿੰਨ ਵਿਅਕਤੀ ਮਾਰੇ ਗਏ। ਮਾਰੇ ਗਏ ਵਿਅਕਤੀਆਂ ਵਿੱਚ ਬਚਿੱਤਰ ਸਿੰਘ, ਕਿੱਕਰ ਸਿੰਘ ਅਤੇ ਸ੍ਰੀ ਮਤੀ ਧੰਨ ਕੌਰ ਦੱਸੇ ਗਏ ਹਨ। ਪੁਲਿਸ ਦਾ ਕਹਿਣਾ ਹੈ ਕਿ ਇਨ੍ਹਾਂ ਵਿਅਕਤੀਆਂ ਦਾ ਪਿੰਡ ਵਿੱਚ ਕਿਸੇ — [48, 858, 218, 979]
column-rule — [405, 1045, 406, 1345]
militants-text: ਅਗਰ ਕਿਸੇ ਮਾਂ ਬਾਪ ਦਾ ਬੱਚਾ ਕੋਈ ਜ਼ਿੱਦ ਕਰ ਬੈਠੇ ਜਾਂ ਕਿਸੇ ਭੜਕਾਹਟ ਵਿੱਚ ਆ ਜਾਵੇ ਤਾਂ ਉਸ ਦੇ ਮਾਂ ਬਾਪ ਦਾ ਫਰਜ਼ ਹੈ ਕਿ ਉਸ ਦੀ ਗੱਲ ਵੱਲ ਧਿਆਨ ਦਿੱਤਾ ਜਾਵੇ ਅਤੇ ਗੱਲ ਸੁਣੀ ਜਾਵੇ। ਪੰਜਾਬ ਦਾ ਨੌਜਵਾਨ ਜੋ ਭੜਕਾਹਟ ਵਿੱਚ ਆ ਚੁੱਕਾ ਹੈ ਸਰਕਾਰ ਉਸ ਨਾਲ ਗੱਲਬਾਤ ਕਰੇ ਅਤੇ ਜਾਇਜ਼ ਮੰਗਾਂ ਮੰਨੇ। ਇਹ ਵਿਚਾਰ ਇੱਥੇ ਜਨਤਾ ਪਾਰਟੀ ਦੇ ਸਮਾਗਮ ਵਿੱਚ ਜਨਤਾ ਪਾਰਟੀ ਦੇ ਨੇਤਾ ਸੁਰਜ ਭਾਨ ਸੇਠ ਸਾਬਕ ਐਮ. ਐਲ. ਏ. ਨੇ ਪ੍ਰਗਟ ਕੀਤੇ। ਉਨ੍ਹਾਂ ਕਿਹਾ ਕਿ ਰਜੀਵ ਗਾਂਧੀ ਦੇ ਹੁੰਦੇ ਪੰਜਾਬ ਮਸਲਾ ਹੱਲ ਨਹੀਂ ਹੋ ਸਕਦਾ। ਸ: ਸ਼ਿਵਕੰਵਰ ਸਿੰਘ ਸੰਧੂ ਜੋ ਜਨਤਾ ਪਾਰਟੀ ਦੇ ਉਪ ਪ੍ਰਧਾਨ ਹਨ ਨੇ ਵੀ ਰਾਜੀਵ ਸਰਕਾਰ ਤੇ ਦੋਸ਼ ਲਾਇਆ ਕਿ ਉਹ ਪੰਜਾਬ ਮਸਲੇ ਨੂੰ ਆਧਾਰ ਬਣਾ ਕਿ 1990 ਦੀਆਂ ਚੋਣਾਂ ਜਿੱਤਣਾ ਚਾਹੁੰਦੇ ਹਨ ਕਿਉਂਕਿ ਉਹ ਪ੍ਰਚਾਰ ਕਰਨਗੇ ਕਿ ਮਜ਼ਬੂਤ ਸਰਕਾਰ ਹੀ ਖਾਲਿਸਤਾਨ ਨੂੰ ਰੋਕ ਸਕਦੀ ਹੈ। — [230, 570, 396, 832]
akali-text-left: ਸੰਯੁਕਤ ਅਕਾਲੀ ਦਲ ਬਠਿੰਡਾ ਦੇ ਨੇਤਾਵਾਂ ਜੱਥੇਦਾਰ ਲੱਖਾ ਸਿੰਘ, ਦਰਸ਼ਨ ਸਿੰਘ ਲਲਾਰਪੁਰਾ, ਸੁਖਦੇਵ ਸਿੰਘ ਰਾਮਪੁਰਾ ਫੂਲ, ਕ੍ਰਿਪਾਲ ਸਿੰਘ ਅਤੇ ਮਹਿੰਦਰ ਸਿੰਘ ਬਠਿੰਡਾ ਨੇ ਇੱਕ ਸਾਂਝੇ ਬਿਆਨ ਰਾਹੀਂ ਭਾਈ ਜਸਮੇਰ ਸਿੰਘ ਅਤੇ ਮਨਜੀਤ ਸਿੰਘ ਕਲਕੱਤਾ ਅਤੇ ਹੋਰਾਂ ਨੂੰ ਸੰਯੁਕਤ ਅਕਾਲੀ ਦਲ ਵਿੱਚੋਂ ਕੱਢਣ ਦਾ ਸੁਆਗਤ ਕੀਤਾ ਹੈ। ਉਨ੍ਹਾਂ ਕਿਹਾ ਹੈ ਕਿ ਜਿਹੜੇ ਹੋਰ ਵੀ ਦੋਖੀ ਅਕਾਲੀ ਨੇਤਾ ਹਨ ਉਨ੍ਹਾਂ ਵਿਰੁੱਧ ਵੀ ਕਾਰਵਾਈ ਕਰਨੀ ਚਾਹੀਦੀ ਹੈ। ਇਹ ਅਕਾਲੀ ਨੇਤਾ ਆਪਣੇ ਰਾਜਸੀ ਹਿੱਤਾਂ ਲਈ ਸਿੱਖ ਕੌਮ ਨੂੰ ਕੇਂਦਰ ਸਰਕਾਰ ਦੀ ਝੋਲੀ ਪਾਉਣਾ ਚਾਹੁੰਦੇ ਹਨ ਤੇ ਮਿਲੀਭੁਗਤ ਨਾਲ ਹੀ ਇਹ ਕੰਮ ਕਰ ਰਹੇ ਹਨ। ਪੰਜਾਬ ਦੇ ਸਿੱਖ ਨੌਜਵਾਨਾਂ ਦੇ ਕਤਲੇਆਮ ਦੀ ਜ਼ੁੰਮੇਵਾਰੀ ਵੀ ਇਨ੍ਹਾਂ ਅਕਾਲੀ ਨੇਤਾਵਾਂ ਦੇ ਸਿਰ ਹੀ ਹੈ। ਦਰਬਾਰ ਸਾਹਿਬ ਉੱਪਰ ਹਮਲਾ — [588, 1052, 768, 1282]
column-1-bottom — [48, 800, 218, 987]
water-text: ਦਰਿਆ ਘੱਗਰ ਵਿੱਚ ਹੜ੍ਹ ਆ ਜਾਣ ਕਾਰਨ ਦਰਿਆ ਦੇ ਕੰਢੇ ਵੱਸਦੇ 10 ਪਿੰਡ ਪਾਣੀ ਦੀ ਲਪੇਟ ਵਿੱਚ ਆ ਗਏ ਹਨ। ਇਨ੍ਹਾਂ ਪਿੰਡਾਂ ਦੇ ਨਾਂ ਹਨ — ਮਤੋਲੀ, ਰਸੌਲੀ, ਸਮਾਣਾ, ਤੇਈਪੁਰ, ਨਾਈਵਾਲਾ, ਜੋਗੇਵਾਲਾ, ਗੁਲਾਹੜ, ਚੀਚੜਵਾਲਾ ਤੇ ਅਰਨੋ। ਹੜ੍ਹ ਕਾਰਨ ਕਈ ਮਕਾਨ ਢਹਿ ਗਏ ਹਨ। ਡੰਗਰਾਂ ਲਈ ਚਾਰਾ ਤੇ ਤੂੜੀ ਸਭ ਪਾਣੀ ਵਿੱਚ ਰੁੜ੍ਹ ਗਏ ਹਨ। ਕੋਈ ਜਾਨੀ ਨੁਕਸਾਨ ਨਹੀਂ ਹੋਇਆ। ਸਥਿਤੀ ਦਾ ਜਾਇਜ਼ਾ ਲੈਣ ਲਈ ਐਸ. ਐਸ. ਪੀ. ਸ੍ਰੀ ਸੀਲਜ ਦਾਸ ਤੇ ਡੀ. ਆਈ. ਜੀ. ਪਟਿਆਲਾ ਰੇਂਜ ਮੌਕਾ ਦੇਖਣ ਲਈ ਗਏ। ਉਨ੍ਹਾਂ ਦੇ ਨਾਲ ਹੋਰ ਉੱਚ ਅਧਿਕਾਰੀ ਵੀ ਸਨ। ਸਰਕਾਰੀ ਅਧਿਕਾਰੀਆਂ ਨੇ ਦੱਸਿਆ ਕਿ ਹੜ੍ਹਾਂ ਦੀ ਸਥਿਤੀ ਤੇ ਪੂਰੀ ਨਜ਼ਰ ਰੱਖੀ ਜਾ ਰਹੀ ਹੈ। — [407, 420, 573, 635]
column-1-lower — [48, 625, 218, 805]
poem-stanza: ਕੋਈ ਕਿਸੇ ਦੀ ਸੁਣਦਾ ਨਹੀਂਓ ਕਰਦੇ ਜੋ ਉਨ੍ਹਾਂ ਦੇ ਮਨ ਭਾਉਂਦਾ। ਸ਼ਿਕਾਰੀ ਸਾਡਾ ਬਹੁਤ ਚੁਸਤ ਹੈ ਨਿੱਤ ਨਵੇਂ ਉਹ ਜਾਲ ਵਿਛਾਉਂਦਾ॥ — [772, 669, 884, 727]
binder-hole — [968, 160, 990, 182]
